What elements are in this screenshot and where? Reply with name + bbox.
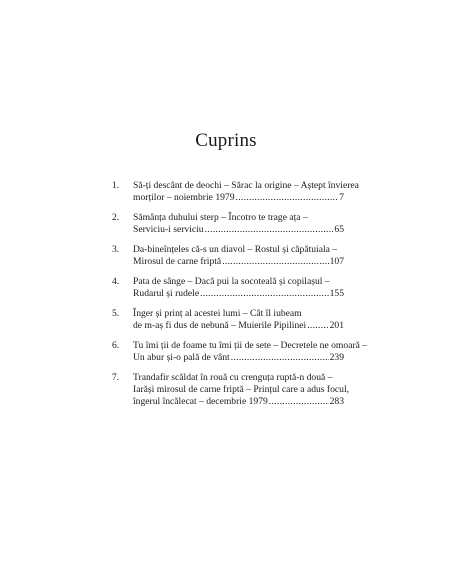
entry-number: 3.	[112, 244, 120, 255]
entry-number: 7.	[112, 372, 120, 383]
page-number: 155	[329, 288, 344, 299]
toc-entry-4	[112, 276, 344, 300]
dot-leader	[307, 320, 328, 332]
page-title: Cuprins	[195, 130, 257, 151]
entry-text: Sămânța duhului sterp – Încotro te trage ața –	[133, 212, 308, 223]
toc-entry-6	[112, 340, 368, 364]
entry-text: Să-ți descânt de deochi – Sărac la origine – Aștept învierea	[133, 180, 359, 191]
table-of-contents	[112, 180, 368, 416]
dot-leader	[222, 256, 328, 268]
entry-text: Trandafir scăldat în rouă cu crenguța ruptă-n două –	[133, 372, 333, 383]
entry-text: morților – noiembrie 1979	[133, 192, 235, 203]
page-number: 283	[329, 396, 344, 407]
toc-entry-2	[112, 212, 344, 236]
page-number: 201	[329, 320, 344, 331]
entry-text: Tu îmi ții de foame tu îmi ții de sete – Decretele ne omoară –	[133, 340, 368, 351]
toc-entry-3	[112, 244, 344, 268]
entry-number: 6.	[112, 340, 120, 351]
entry-text: Rudarul și rudele	[133, 288, 200, 299]
entry-text: de m-aș fi dus de nebună – Muierile Pipilinei	[133, 320, 307, 331]
page-number: 7	[339, 192, 344, 203]
page-number: 107	[329, 256, 344, 267]
dot-leader	[269, 396, 329, 408]
entry-number: 4.	[112, 276, 120, 287]
entry-text: Mirosul de carne friptă	[133, 256, 222, 267]
entry-text: Un abur și-o pală de vânt	[133, 352, 230, 363]
entry-number: 5.	[112, 308, 120, 319]
entry-text: Serviciu-i serviciu	[133, 224, 204, 235]
page-number: 65	[334, 224, 344, 235]
page-number: 239	[329, 352, 344, 363]
dot-leader	[231, 352, 329, 364]
toc-entry-5	[112, 308, 344, 332]
dot-leader	[205, 224, 334, 236]
entry-number: 2.	[112, 212, 120, 223]
entry-text: îngerul încălecat – decembrie 1979	[133, 396, 268, 407]
entry-text: Da-bineînțeles că-s un diavol – Rostul și căpătuiala –	[133, 244, 338, 255]
entry-number: 1.	[112, 180, 120, 191]
entry-text: Pata de sânge – Dacă pui la socoteală și copilașul –	[133, 276, 330, 287]
entry-text: Iarăși mirosul de carne friptă – Prințul care a adus focul,	[133, 384, 350, 395]
toc-entry-7	[112, 372, 350, 408]
toc-entry-1	[112, 180, 359, 204]
entry-text: Înger și prinț al acestei lumi – Cât îl iubeam	[133, 308, 302, 319]
dot-leader	[236, 192, 339, 204]
dot-leader	[200, 288, 329, 300]
